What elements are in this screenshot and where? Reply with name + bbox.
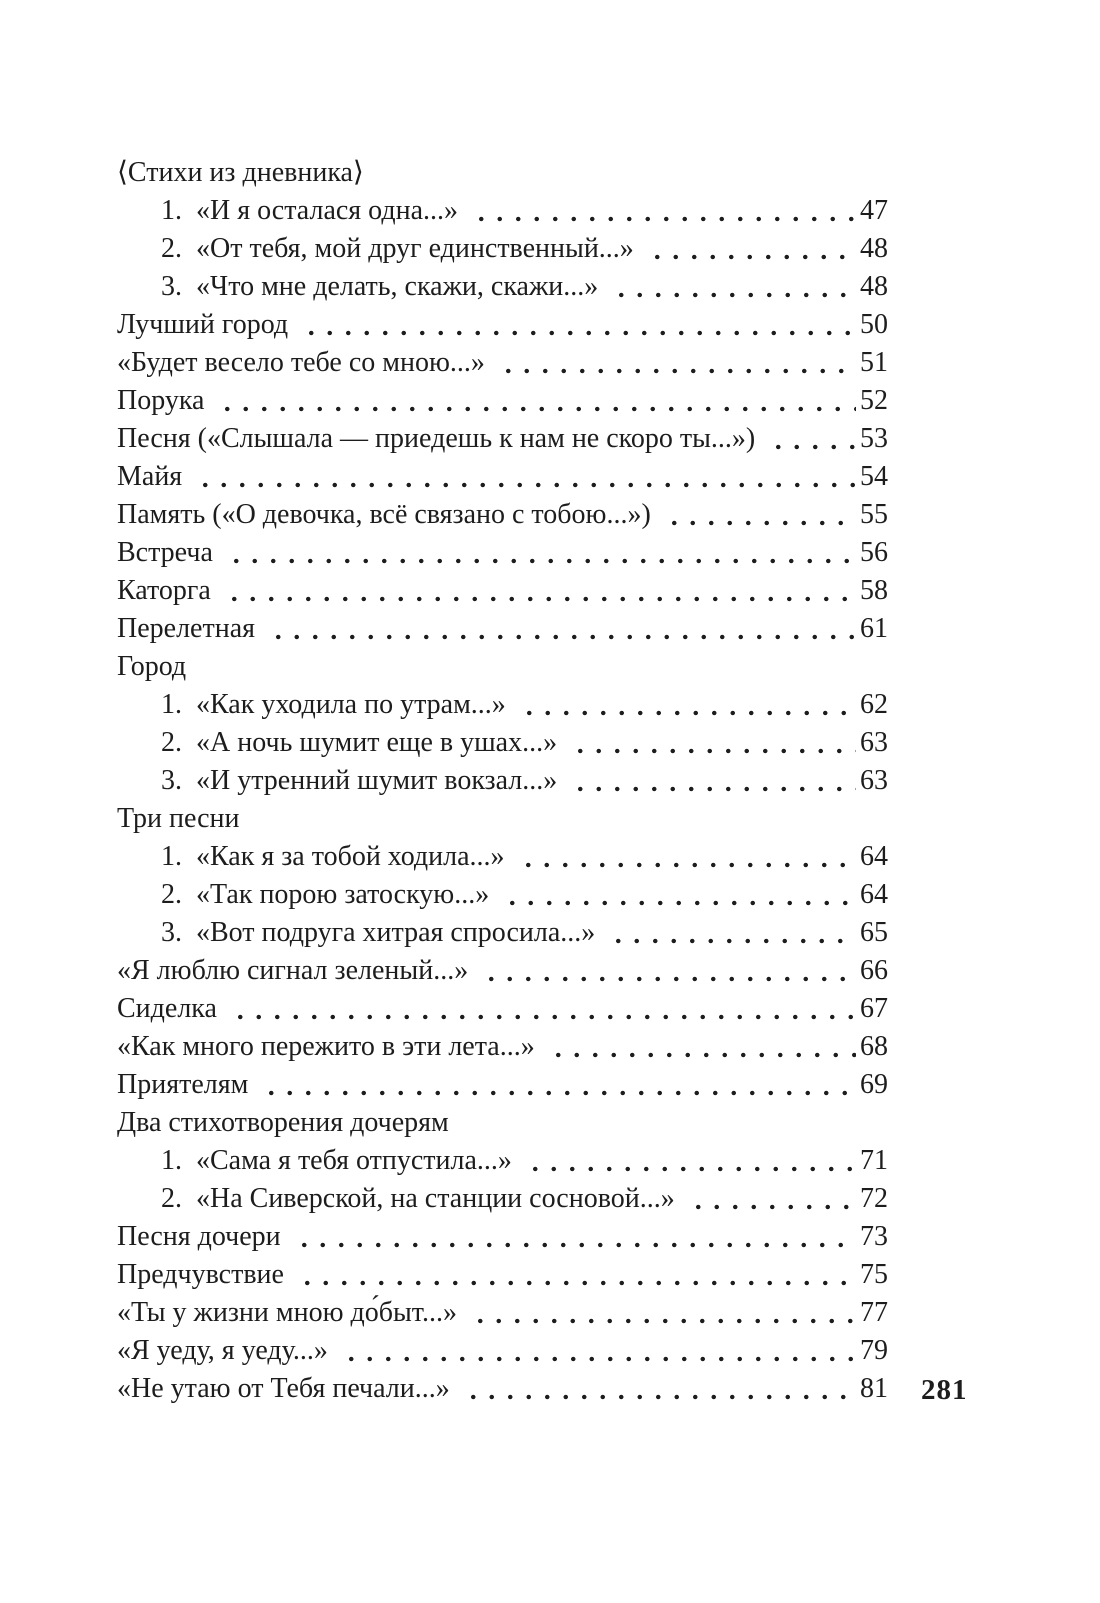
toc-entry bbox=[117, 230, 888, 268]
toc-entry-number: 1. bbox=[161, 841, 182, 872]
toc-entry-number: 3. bbox=[161, 271, 182, 302]
toc-entry-page: 79 bbox=[860, 1335, 888, 1366]
toc-entry-title: Песня дочери bbox=[117, 1221, 281, 1252]
toc-entry-title: «Что мне делать, скажи, скажи...» bbox=[196, 271, 599, 302]
toc-entry-title: «От тебя, мой друг единственный...» bbox=[196, 233, 634, 264]
dot-leader bbox=[516, 686, 856, 724]
toc-entry bbox=[117, 1256, 888, 1294]
toc-entry-page: 66 bbox=[860, 955, 888, 986]
toc-entry-title: «Как я за тобой ходила...» bbox=[196, 841, 505, 872]
toc-entry bbox=[117, 192, 888, 230]
toc-entry bbox=[117, 1218, 888, 1256]
toc-entry bbox=[117, 914, 888, 952]
dot-leader bbox=[468, 192, 856, 230]
dot-leader bbox=[294, 1256, 856, 1294]
toc-entry-title: Встреча bbox=[117, 537, 213, 568]
toc-entry-title: Порука bbox=[117, 385, 205, 416]
toc-entry-title: «А ночь шумит еще в ушах...» bbox=[196, 727, 558, 758]
dot-leader bbox=[467, 1294, 856, 1332]
toc-entry-title: «Сама я тебя отпустила...» bbox=[196, 1145, 512, 1176]
toc-entry bbox=[117, 572, 888, 610]
toc-entry bbox=[117, 496, 888, 534]
toc-entry bbox=[117, 1370, 888, 1408]
toc-entry-title: Каторга bbox=[117, 575, 211, 606]
toc-entry-page: 63 bbox=[860, 727, 888, 758]
toc-entry-title: Перелетная bbox=[117, 613, 256, 644]
dot-leader bbox=[221, 572, 856, 610]
toc-entry bbox=[117, 686, 888, 724]
dot-leader bbox=[478, 952, 856, 990]
toc-entry-title: «И утренний шумит вокзал...» bbox=[196, 765, 558, 796]
toc-entry-title: «Я уеду, я уеду...» bbox=[117, 1335, 328, 1366]
toc-entry-page: 68 bbox=[860, 1031, 888, 1062]
toc-entry-title: «Как уходила по утрам...» bbox=[196, 689, 506, 720]
toc-entry-title: Песня («Слышала — приедешь к нам не скоро ты...») bbox=[117, 423, 756, 454]
toc-entry-page: 75 bbox=[860, 1259, 888, 1290]
toc-entry bbox=[117, 1332, 888, 1370]
toc-entry-page: 48 bbox=[860, 271, 888, 302]
toc-entry bbox=[117, 1294, 888, 1332]
dot-leader bbox=[765, 420, 856, 458]
dot-leader bbox=[499, 876, 856, 914]
dot-leader bbox=[460, 1370, 856, 1408]
toc-entry bbox=[117, 610, 888, 648]
toc-entry bbox=[117, 458, 888, 496]
toc-entry-title: «И я осталася одна...» bbox=[196, 195, 459, 226]
toc-entry-title: ⟨Стихи из дневника⟩ bbox=[117, 157, 364, 188]
toc-entry bbox=[117, 1142, 888, 1180]
dot-leader bbox=[522, 1142, 856, 1180]
dot-leader bbox=[338, 1332, 856, 1370]
toc-entry bbox=[117, 876, 888, 914]
toc-entry-title: «Так порою затоскую...» bbox=[196, 879, 490, 910]
toc-entry-page: 50 bbox=[860, 309, 888, 340]
dot-leader bbox=[223, 534, 856, 572]
toc-entry-title: Майя bbox=[117, 461, 183, 492]
toc-entry bbox=[117, 990, 888, 1028]
dot-leader bbox=[192, 458, 856, 496]
toc-entry-number: 2. bbox=[161, 879, 182, 910]
toc-entry bbox=[117, 420, 888, 458]
toc-entry-page: 51 bbox=[860, 347, 888, 378]
toc-entry-page: 71 bbox=[860, 1145, 888, 1176]
toc-entry-number: 1. bbox=[161, 1145, 182, 1176]
dot-leader bbox=[227, 990, 856, 1028]
toc-entry-page: 64 bbox=[860, 879, 888, 910]
toc-entry-page: 64 bbox=[860, 841, 888, 872]
toc-entry-page: 77 bbox=[860, 1297, 888, 1328]
dot-leader bbox=[545, 1028, 856, 1066]
toc-entry-page: 67 bbox=[860, 993, 888, 1024]
dot-leader bbox=[605, 914, 856, 952]
dot-leader bbox=[608, 268, 856, 306]
toc-entry-page: 69 bbox=[860, 1069, 888, 1100]
toc-entry-page: 81 bbox=[860, 1373, 888, 1404]
toc-entry-title: «Не утаю от Тебя печали...» bbox=[117, 1373, 450, 1404]
dot-leader bbox=[495, 344, 856, 382]
toc-entry bbox=[117, 306, 888, 344]
toc-entry bbox=[117, 344, 888, 382]
dot-leader bbox=[567, 762, 856, 800]
toc-entry-page: 53 bbox=[860, 423, 888, 454]
toc-entry-title: Два стихотворения дочерям bbox=[117, 1107, 449, 1138]
toc-entry bbox=[117, 1104, 888, 1142]
toc-entry bbox=[117, 838, 888, 876]
toc-entry-title: «Как много пережито в эти лета...» bbox=[117, 1031, 535, 1062]
toc-entry bbox=[117, 952, 888, 990]
dot-leader bbox=[515, 838, 856, 876]
dot-leader bbox=[214, 382, 856, 420]
toc-entry-title: «На Сиверской, на станции сосновой...» bbox=[196, 1183, 675, 1214]
toc-entry-page: 58 bbox=[860, 575, 888, 606]
toc-entry bbox=[117, 268, 888, 306]
toc-entry bbox=[117, 1028, 888, 1066]
toc-entry-number: 2. bbox=[161, 1183, 182, 1214]
toc-entry-number: 3. bbox=[161, 917, 182, 948]
toc-entry-title: Город bbox=[117, 651, 187, 682]
toc-entry-page: 52 bbox=[860, 385, 888, 416]
dot-leader bbox=[298, 306, 856, 344]
toc-entry bbox=[117, 382, 888, 420]
toc-entry bbox=[117, 1180, 888, 1218]
dot-leader bbox=[291, 1218, 856, 1256]
toc-entry bbox=[117, 154, 888, 192]
dot-leader bbox=[567, 724, 856, 762]
toc-entry-title: Предчувствие bbox=[117, 1259, 284, 1290]
dot-leader bbox=[265, 610, 856, 648]
toc-entry-title: Сиделка bbox=[117, 993, 217, 1024]
toc-entry-page: 56 bbox=[860, 537, 888, 568]
toc-entry-title: Лучший город bbox=[117, 309, 289, 340]
toc-entry-page: 63 bbox=[860, 765, 888, 796]
toc-entry-title: «Я люблю сигнал зеленый...» bbox=[117, 955, 469, 986]
toc-entry-page: 54 bbox=[860, 461, 888, 492]
toc-entry-title: «Вот подруга хитрая спросила...» bbox=[196, 917, 596, 948]
dot-leader bbox=[685, 1180, 856, 1218]
toc-entry-page: 73 bbox=[860, 1221, 888, 1252]
toc-entry-page: 48 bbox=[860, 233, 888, 264]
toc-entry-page: 61 bbox=[860, 613, 888, 644]
toc-entry bbox=[117, 1066, 888, 1104]
toc-entry-page: 55 bbox=[860, 499, 888, 530]
toc-entry-page: 62 bbox=[860, 689, 888, 720]
dot-leader bbox=[258, 1066, 856, 1104]
toc-entry-number: 1. bbox=[161, 689, 182, 720]
toc-entry-page: 72 bbox=[860, 1183, 888, 1214]
toc-entry bbox=[117, 762, 888, 800]
toc-entry-number: 3. bbox=[161, 765, 182, 796]
toc-entry-title: Память («О девочка, всё связано с тобою...») bbox=[117, 499, 651, 530]
toc-entry bbox=[117, 724, 888, 762]
page-number: 281 bbox=[921, 1374, 968, 1406]
toc-entry bbox=[117, 800, 888, 838]
toc-entry-title: Приятелям bbox=[117, 1069, 249, 1100]
toc-entry-number: 2. bbox=[161, 233, 182, 264]
toc-entry bbox=[117, 648, 888, 686]
toc-entry-title: «Ты у жизни мною до́быт...» bbox=[117, 1297, 457, 1328]
toc-entry-page: 47 bbox=[860, 195, 888, 226]
toc-entry-number: 2. bbox=[161, 727, 182, 758]
toc-entry-number: 1. bbox=[161, 195, 182, 226]
toc-entry bbox=[117, 534, 888, 572]
toc-entry-page: 65 bbox=[860, 917, 888, 948]
dot-leader bbox=[644, 230, 856, 268]
table-of-contents bbox=[117, 154, 888, 1408]
dot-leader bbox=[661, 496, 856, 534]
toc-entry-title: «Будет весело тебе со мною...» bbox=[117, 347, 485, 378]
toc-entry-title: Три песни bbox=[117, 803, 240, 834]
